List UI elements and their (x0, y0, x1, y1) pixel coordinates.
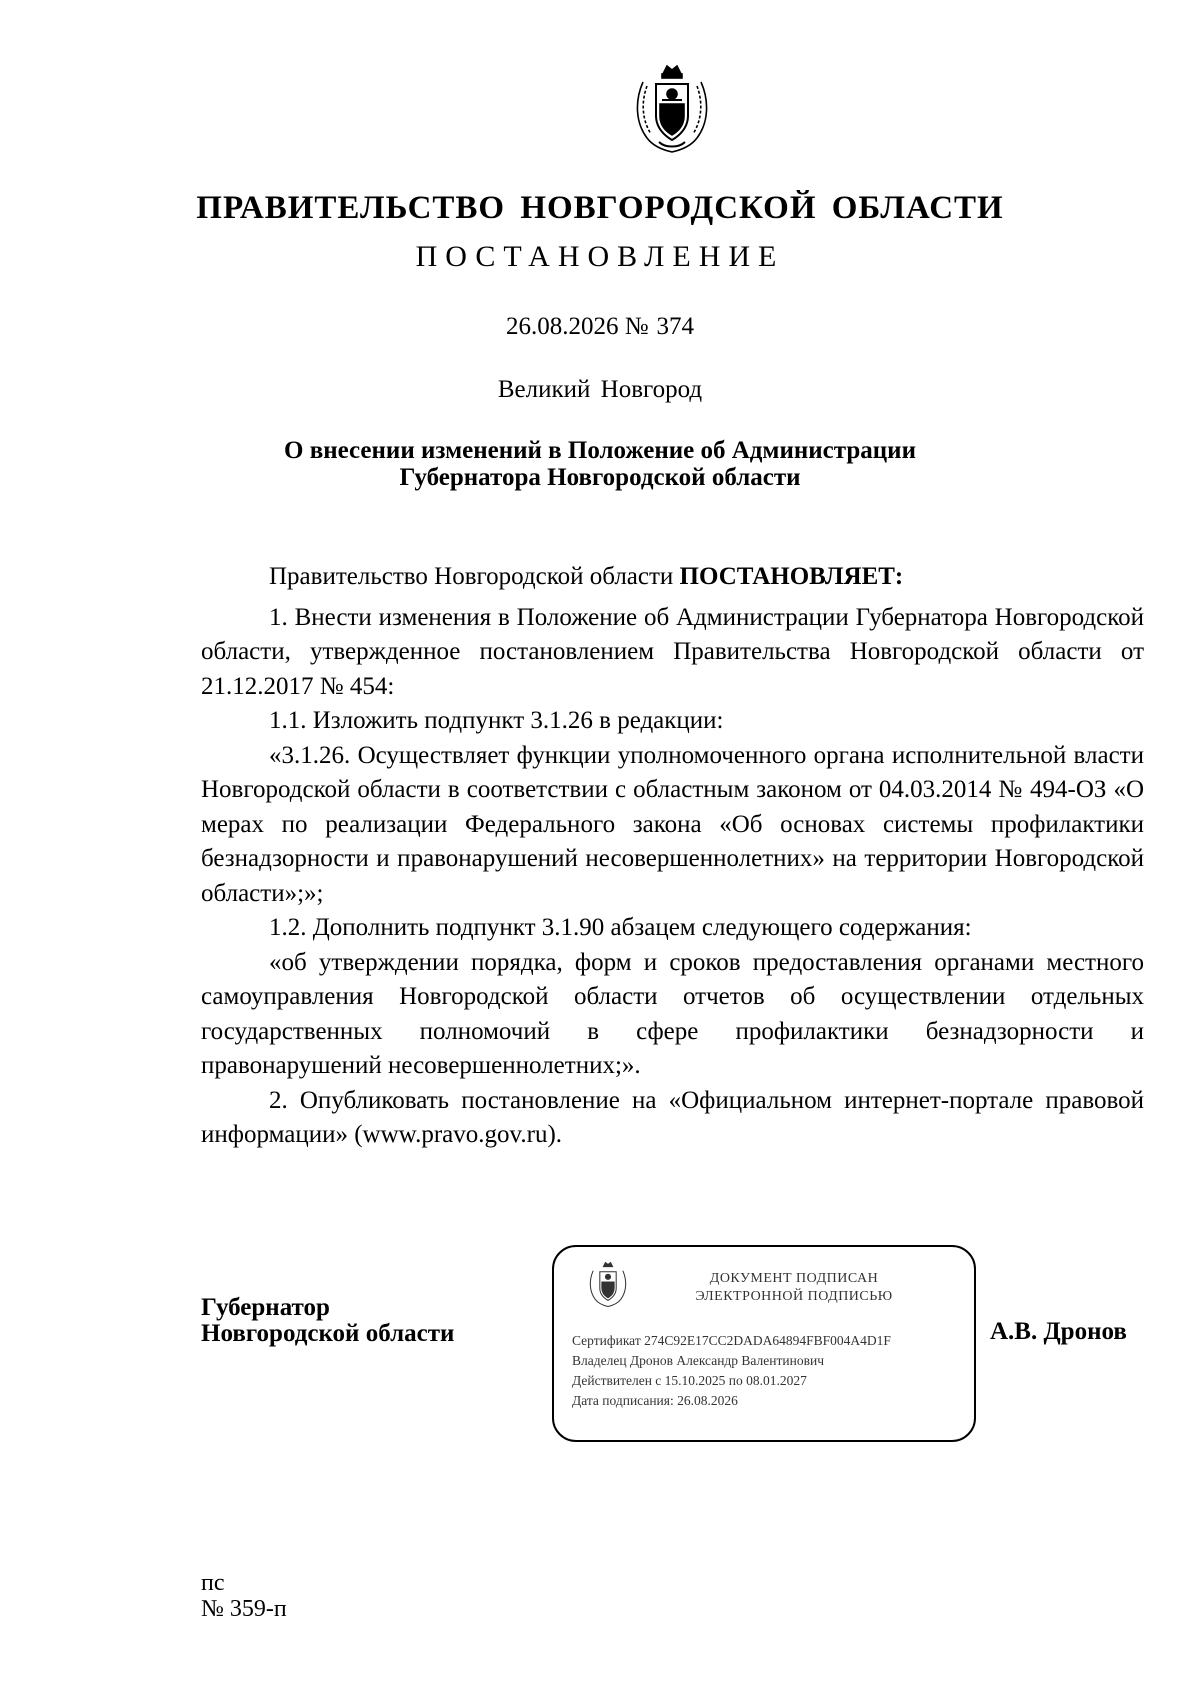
electronic-signature-stamp (552, 1245, 976, 1442)
body-paragraph: 1. Внести изменения в Положение об Администрации Губернатора Новгородской области, утвержденное постановлением Правительства Новгородской области от 21.12.2017 № 454: (201, 603, 1144, 700)
body-paragraph: 2. Опубликовать постановление на «Официальном интернет-портале правовой информации» (www.pravo.gov.ru). (201, 1086, 1144, 1148)
document-city: Великий Новгород (497, 376, 703, 403)
body-paragraph: 1.2. Дополнить подпункт 3.1.90 абзацем следующего содержания: (269, 914, 972, 941)
certificate-validity: Действителен с 15.10.2025 по 08.01.2027 (572, 1373, 807, 1388)
stamp-title (634, 1270, 954, 1306)
intro-paragraph (201, 560, 1144, 595)
government-title: ПРАВИТЕЛЬСТВО НОВГОРОДСКОЙ ОБЛАСТИ (196, 190, 1004, 226)
intro-text: Правительство Новгородской области (269, 563, 674, 590)
footer-registration (201, 1570, 287, 1622)
footer-number: № 359-п (201, 1596, 287, 1622)
certificate-number: Сертификат 274C92E17CC2DADA64894FBF004A4D1F (572, 1333, 891, 1348)
subject-line: О внесении изменений в Положение об Администрации (284, 437, 916, 464)
document-date-number (0, 313, 1200, 341)
subject-line: Губернатора Новгородской области (399, 464, 801, 491)
footer-code: пс (201, 1570, 225, 1596)
signing-date: Дата подписания: 26.08.2026 (572, 1393, 738, 1408)
number-sign: № (624, 313, 649, 340)
body-paragraph: «об утверждении порядка, форм и сроков предоставления органами местного самоуправления Новгородской области отчетов об осуществлении отдельных государственных полномочий в сфере профилактики безнадзорности и правонарушений несовершеннолетних;». (201, 948, 1144, 1079)
signer-position (201, 1295, 454, 1347)
certificate-owner: Владелец Дронов Александр Валентинович (572, 1353, 824, 1368)
document-body (201, 560, 1144, 1153)
document-number: 374 (656, 313, 695, 340)
signer-name: А.В. Дронов (990, 1318, 1127, 1345)
intro-resolution-word: ПОСТАНОВЛЯЕТ: (679, 563, 904, 590)
stamp-title-line: ДОКУМЕНТ ПОДПИСАН (709, 1271, 879, 1286)
signer-position-line: Новгородской области (201, 1320, 455, 1347)
document-subject (150, 437, 1050, 491)
signer-position-line: Губернатор (201, 1294, 330, 1321)
body-paragraph: 1.1. Изложить подпункт 3.1.26 в редакции: (269, 707, 724, 734)
stamp-title-line: ЭЛЕКТРОННОЙ ПОДПИСЬЮ (695, 1289, 893, 1304)
document-date: 26.08.2026 (505, 313, 619, 340)
coat-of-arms-icon (586, 1259, 630, 1309)
stamp-details (572, 1331, 891, 1411)
document-type: ПОСТАНОВЛЕНИЕ (415, 240, 785, 273)
body-paragraph: «3.1.26. Осуществляет функции уполномоченного органа исполнительной власти Новгородской области в соответствии с областным законом от 04.03.2014 № 494-ОЗ «О мерах по реализации Федерального закона «Об основах системы профилактики безнадзорности и правонарушений несовершеннолетних» на территории Новгородской области»;»; (201, 741, 1144, 907)
coat-of-arms-icon (629, 60, 715, 156)
